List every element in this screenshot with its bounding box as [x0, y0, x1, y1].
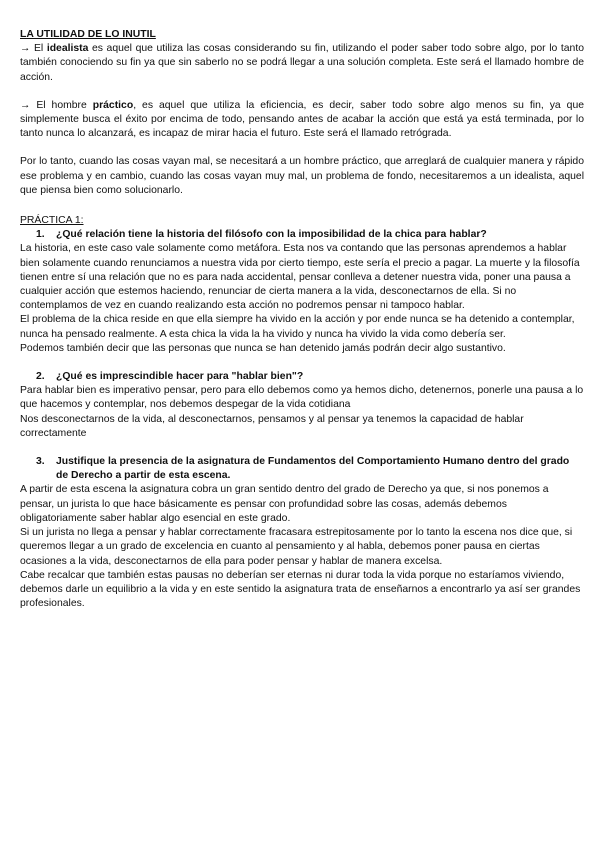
idealista-term: idealista — [46, 43, 89, 55]
answer-paragraph: Nos desconectarnos de la vida, al desconectarnos, pensamos y al pensar ya tenemos la capacidad de hablar correctamente — [20, 413, 524, 439]
question-2 — [20, 370, 584, 384]
question-text: ¿Qué relación tiene la historia del filósofo con la imposibilidad de la chica para hablar? — [56, 229, 487, 241]
question-number: 2. — [36, 371, 45, 383]
practico-term: práctico — [92, 99, 134, 111]
practico-paragraph — [20, 99, 584, 142]
document-title: LA UTILIDAD DE LO INUTIL — [20, 29, 156, 40]
answer-paragraph: La historia, en este caso vale solamente como metáfora. Esta nos va contando que las personas aprendemos a hablar bien solamente cuando renunciamos a nuestra vida por cierto tiempo, este sería el precio a pagar. La muerte y la filosofía tienen entre sí una relación que no es para nada accidental, pensar conlleva a detener nuestra vida, poner una pausa a cualquier acción que estemos haciendo, renunciar de cierta manera a la vida, desconectarnos de ella. Si no contemplamos de vez en cuando realizando esta acción no podremos pensar ni tampoco hablar. — [20, 243, 580, 312]
practico-text: , es aquel que utiliza la eficiencia, es decir, saber todo sobre algo menos su fin, ya que simplemente busca el éxito por encima de todo, pensando antes de acabar la acción que está ya está terminada, por lo tanto nunca lo alcanzará, es incapaz de mirar hacia el futuro. Este será el llamado retrógrada. — [20, 99, 584, 140]
answer-paragraph: Si un jurista no llega a pensar y hablar correctamente fracasara estrepitosamente por lo tanto la escena nos dice que, si queremos llegar a un grado de excelencia en cuanto al pensamiento y al habla, debemos poner pausa en ciertas ocasiones a la vida, desconectarnos de ella para poder pensar y hablar de manera excelsa. — [20, 527, 573, 567]
answer-paragraph: Para hablar bien es imperativo pensar, pero para ello debemos como ya hemos dicho, detenernos, ponerle una pausa a lo que hacemos y contemplar, nos debemos despegar de la vida cotidiana — [20, 385, 584, 411]
answer-paragraph: Podemos también decir que las personas que nunca se han detenido jamás podrán decir algo sustantivo. — [20, 342, 506, 354]
practica-heading: PRÁCTICA 1: — [20, 215, 84, 227]
question-number: 1. — [36, 229, 45, 241]
question-3 — [20, 455, 584, 483]
idealista-paragraph — [20, 42, 584, 85]
idealista-arrow: → El — [20, 43, 44, 55]
answer-paragraph: El problema de la chica reside en que ella siempre ha vivido en la acción y por ende nunca se ha detenido a contemplar, nunca ha pensado realmente. A esta chica la vida la ha vivido y nunca ha vivido la vida como debería ser. — [20, 314, 575, 340]
question-text: Justifique la presencia de la asignatura de Fundamentos del Comportamiento Humano dentro del grado de Derecho a partir de esta escena. — [56, 456, 570, 482]
idealista-text: es aquel que utiliza las cosas considerando su fin, utilizando el poder saber todo sobre algo, por lo tanto también conociendo su fin ya que sin saberlo no se podrá llegar a una solución completa. Este será el llamado hombre de acción. — [20, 43, 584, 83]
question-1 — [20, 228, 584, 242]
answer-paragraph: A partir de esta escena la asignatura cobra un gran sentido dentro del grado de Derecho ya que, si nos ponemos a pensar, un jurista lo que hace básicamente es pensar con profundidad sobre las cosas, además debemos obligatoriamente saber hablar algo esencial en este grado. — [20, 484, 549, 524]
practico-arrow: → El hombre — [20, 99, 87, 111]
question-text: ¿Qué es imprescindible hacer para "hablar bien"? — [56, 371, 304, 383]
conclusion-paragraph: Por lo tanto, cuando las cosas vayan mal, se necesitará a un hombre práctico, que arreglará de cualquier manera y rápido ese problema y en cambio, cuando las cosas vayan muy mal, un problema de fondo, necesitaremos a un idealista, aquel que piensa bien como solucionarlo. — [20, 156, 584, 196]
question-number: 3. — [36, 456, 45, 468]
answer-paragraph: Cabe recalcar que también estas pausas no deberían ser eternas ni durar toda la vida porque no estaríamos viviendo, debemos darle un equilibrio a la vida y en este sentido la asignatura trata de enseñarnos a encontrarlo ya así ser grandes profesionales. — [20, 569, 581, 610]
